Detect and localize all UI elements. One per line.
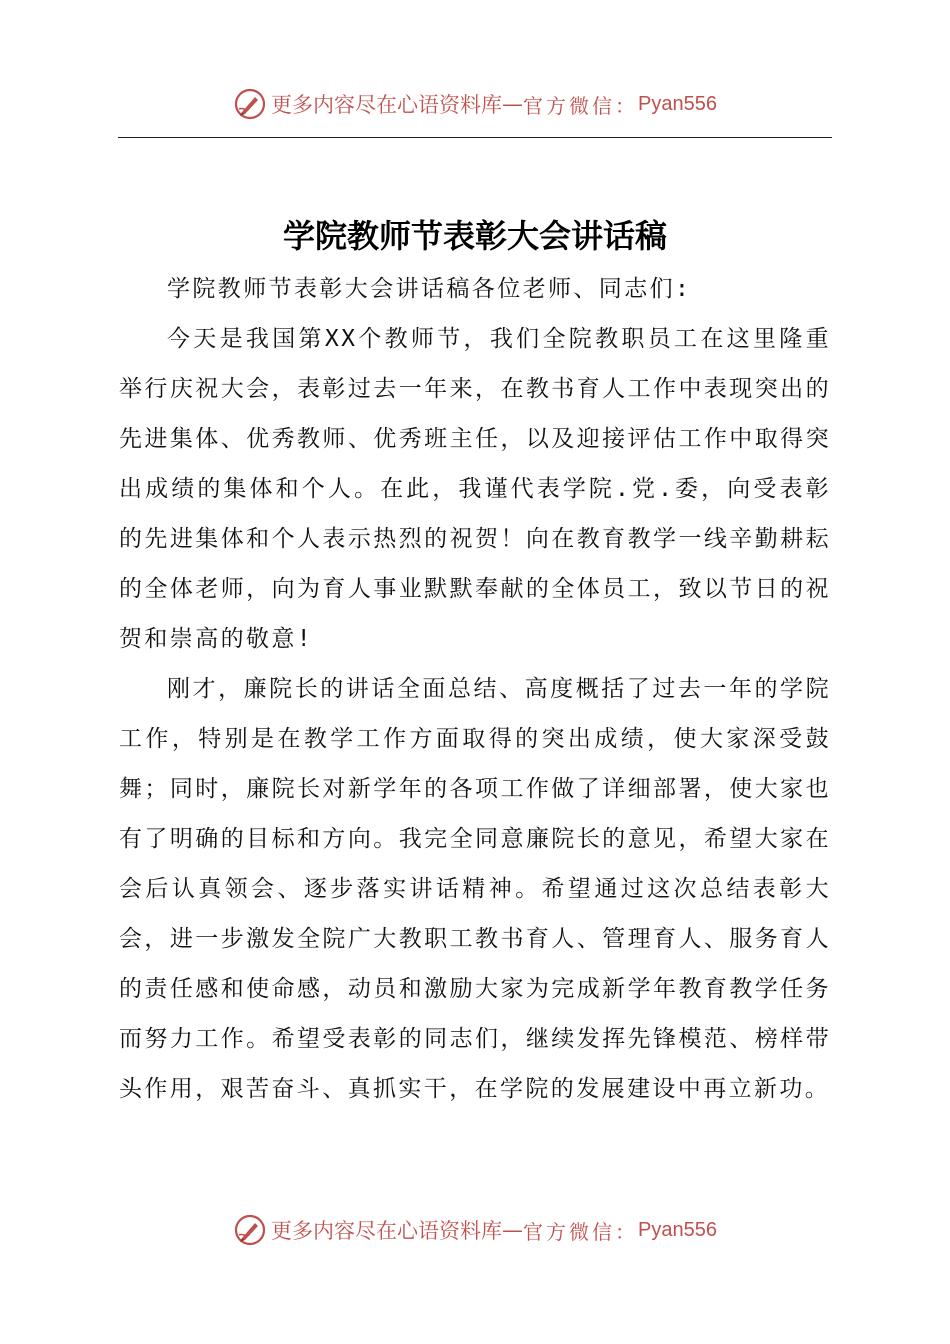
- header-banner-wechat: Pyan556: [638, 92, 717, 115]
- document-body: [119, 264, 831, 1114]
- document-title: 学院教师节表彰大会讲话稿: [282, 217, 667, 256]
- header-banner-dash: —: [502, 92, 524, 116]
- footer-banner-dash: —: [502, 1218, 524, 1242]
- header-banner-text: 更多内容尽在心语资料库: [271, 93, 503, 117]
- footer-banner-wechat: Pyan556: [638, 1218, 717, 1241]
- paragraph: 刚才，廉院长的讲话全面总结、高度概括了过去一年的学院工作，特别是在教学工作方面取得的突出成绩，使大家深受鼓舞；同时，廉院长对新学年的各项工作做了详细部署，使大家也有了明确的目标和方向。我完全同意廉院长的意见，希望大家在会后认真领会、逐步落实讲话精神。希望通过这次总结表彰大会，进一步激发全院广大教职工教书育人、管理育人、服务育人的责任感和使命感，动员和激励大家为完成新学年教育教学任务而努力工作。希望受表彰的同志们，继续发挥先锋模范、榜样带头作用，艰苦奋斗、真抓实干，在学院的发展建设中再立新功。: [119, 676, 831, 1102]
- footer-banner-official: 官方微信：: [523, 1219, 639, 1244]
- paragraph: 今天是我国第XX个教师节，我们全院教职员工在这里隆重举行庆祝大会，表彰过去一年来，在教书育人工作中表现突出的先进集体、优秀教师、优秀班主任，以及迎接评估工作中取得突出成绩的集体和个人。在此，我谨代表学院.党.委，向受表彰的先进集体和个人表示热烈的祝贺！向在教育教学一线辛勤耕耘的全体老师，向为育人事业默默奉献的全体员工，致以节日的祝贺和崇高的敬意!: [119, 326, 831, 652]
- footer-banner-text: 更多内容尽在心语资料库: [271, 1219, 503, 1243]
- footer-banner: [0, 1208, 950, 1252]
- header-banner-official: 官方微信：: [523, 93, 639, 118]
- pen-logo-icon: [233, 87, 267, 121]
- header-banner: [0, 82, 950, 126]
- paragraph: 学院教师节表彰大会讲话稿各位老师、同志们:: [167, 276, 692, 302]
- header-divider: [118, 137, 832, 138]
- pen-logo-icon: [233, 1213, 267, 1247]
